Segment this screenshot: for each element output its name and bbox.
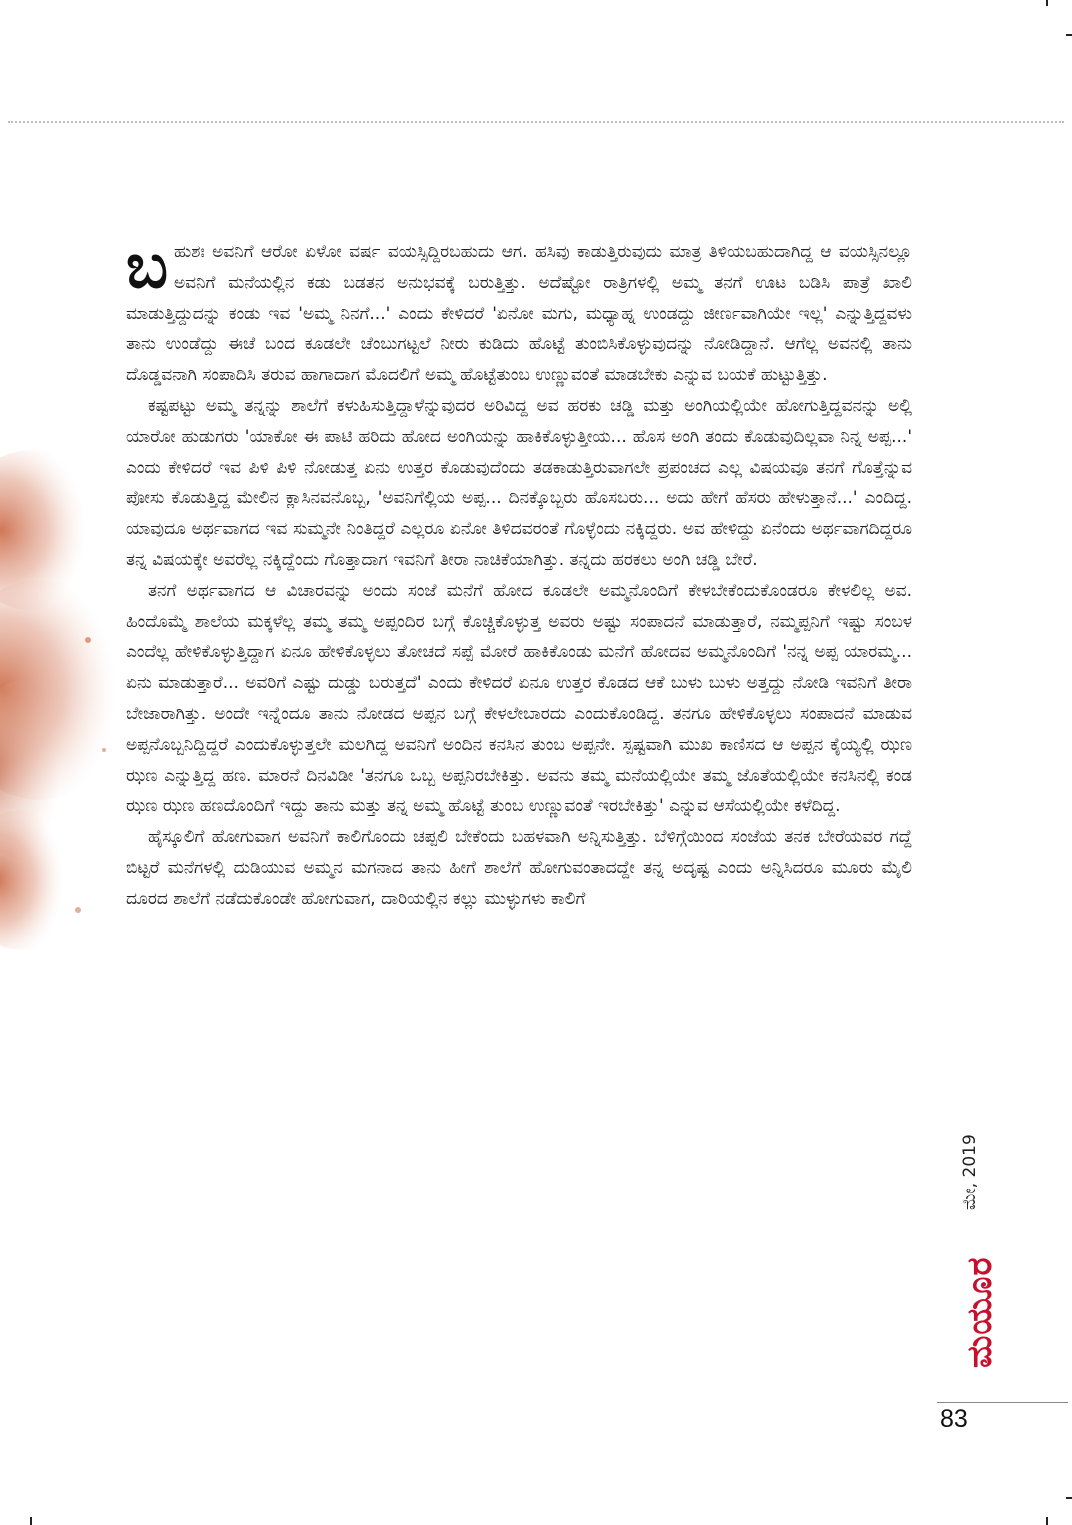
crop-mark-right-lower	[1066, 1497, 1072, 1499]
watercolor-splash	[0, 440, 140, 960]
drop-cap: ಬ	[126, 229, 168, 302]
paragraph-text: ಹುಶಃ ಅವನಿಗೆ ಆರೋ ಏಳೋ ವರ್ಷ ವಯಸ್ಸಿದ್ದಿರಬಹುದು ಆಗ. ಹಸಿವು ಕಾಡುತ್ತಿರುವುದು ಮಾತ್ರ ತಿಳಿಯಬಹುದಾಗಿದ್ದ ಆ ವಯಸ್ಸಿನಲ್ಲೂ ಅವನಿಗೆ ಮನೆಯಲ್ಲಿನ ಕಡು ಬಡತನ ಅನುಭವಕ್ಕೆ ಬರುತ್ತಿತ್ತು. ಅದೆಷ್ಟೋ ರಾತ್ರಿಗಳಲ್ಲಿ ಅಮ್ಮ ತನಗೆ ಊಟ ಬಡಿಸಿ ಪಾತ್ರೆ ಖಾಲಿ ಮಾಡುತ್ತಿದ್ದುದನ್ನು ಕಂಡು ಇವ 'ಅಮ್ಮ ನಿನಗೆ...' ಎಂದು ಕೇಳಿದರೆ 'ಏನೋ ಮಗು, ಮಧ್ಯಾಹ್ನ ಉಂಡದ್ದು ಜೀರ್ಣವಾಗಿಯೇ ಇಲ್ಲ' ಎನ್ನುತ್ತಿದ್ದವಳು ತಾನು ಉಂಡೆದ್ದು ಈಚೆ ಬಂದ ಕೂಡಲೇ ಚೆಂಬುಗಟ್ಟಲೆ ನೀರು ಕುಡಿದು ಹೊಟ್ಟೆ ತುಂಬಿಸಿಕೊಳ್ಳುವುದನ್ನು ನೋಡಿದ್ದಾನೆ. ಆಗೆಲ್ಲ ಅವನಲ್ಲಿ ತಾನು ದೊಡ್ಡವನಾಗಿ ಸಂಪಾದಿಸಿ ತರುವ ಹಾಗಾದಾಗ ಮೊದಲಿಗೆ ಅಮ್ಮ ಹೊಟ್ಟೆತುಂಬ ಉಣ್ಣುವಂತೆ ಮಾಡಬೇಕು ಎನ್ನುವ ಬಯಕೆ ಹುಟ್ಟುತ್ತಿತ್ತು.	[126, 242, 912, 386]
article-paragraph	[126, 229, 912, 391]
article-paragraph: ಹೈಸ್ಕೂಲಿಗೆ ಹೋಗುವಾಗ ಅವನಿಗೆ ಕಾಲಿಗೊಂದು ಚಪ್ಪಲಿ ಬೇಕೆಂದು ಬಹಳವಾಗಿ ಅನ್ನಿಸುತ್ತಿತ್ತು. ಬೆಳಿಗ್ಗೆಯಿಂದ ಸಂಜೆಯ ತನಕ ಬೇರೆಯವರ ಗದ್ದೆ ಬಿಟ್ಟರೆ ಮನೆಗಳಲ್ಲಿ ದುಡಿಯುವ ಅಮ್ಮನ ಮಗನಾದ ತಾನು ಹೀಗೆ ಶಾಲೆಗೆ ಹೋಗುವಂತಾದದ್ದೇ ತನ್ನ ಅದೃಷ್ಟ ಎಂದು ಅನ್ನಿಸಿದರೂ ಮೂರು ಮೈಲಿ ದೂರದ ಶಾಲೆಗೆ ನಡೆದುಕೊಂಡೇ ಹೋಗುವಾಗ, ದಾರಿಯಲ್ಲಿನ ಕಲ್ಲು ಮುಳ್ಳುಗಳು ಕಾಲಿಗೆ	[126, 827, 912, 909]
magazine-logo: ಮಯೂರ	[960, 1256, 1000, 1368]
crop-mark-right-upper	[1066, 34, 1072, 36]
article-paragraph: ತನಗೆ ಅರ್ಥವಾಗದ ಆ ವಿಚಾರವನ್ನು ಅಂದು ಸಂಜೆ ಮನೆಗೆ ಹೋದ ಕೂಡಲೇ ಅಮ್ಮನೊಂದಿಗೆ ಕೇಳಬೇಕೆಂದುಕೊಂಡರೂ ಕೇಳಲಿಲ್ಲ ಅವ. ಹಿಂದೊಮ್ಮೆ ಶಾಲೆಯ ಮಕ್ಕಳೆಲ್ಲ ತಮ್ಮ ತಮ್ಮ ಅಪ್ಪಂದಿರ ಬಗ್ಗೆ ಕೊಚ್ಚಿಕೊಳ್ಳುತ್ತ ಅವರು ಅಷ್ಟು ಸಂಪಾದನೆ ಮಾಡುತ್ತಾರೆ, ನಮ್ಮಪ್ಪನಿಗೆ ಇಷ್ಟು ಸಂಬಳ ಎಂದೆಲ್ಲ ಹೇಳಿಕೊಳ್ಳುತ್ತಿದ್ದಾಗ ಏನೂ ಹೇಳಿಕೊಳ್ಳಲು ತೋಚದೆ ಸಪ್ಪೆ ಮೋರೆ ಹಾಕಿಕೊಂಡು ಮನೆಗೆ ಹೋದವ ಅಮ್ಮನೊಂದಿಗೆ 'ನನ್ನ ಅಪ್ಪ ಯಾರಮ್ಮ... ಏನು ಮಾಡುತ್ತಾರೆ... ಅವರಿಗೆ ಎಷ್ಟು ದುಡ್ಡು ಬರುತ್ತದೆ' ಎಂದು ಕೇಳಿದರೆ ಏನೂ ಉತ್ತರ ಕೊಡದ ಆಕೆ ಬುಳು ಬುಳು ಅತ್ತದ್ದು ನೋಡಿ ಇವನಿಗೆ ತೀರಾ ಬೇಜಾರಾಗಿತ್ತು. ಅಂದೇ ಇನ್ನೆಂದೂ ತಾನು ನೋಡದ ಅಪ್ಪನ ಬಗ್ಗೆ ಕೇಳಲೇಬಾರದು ಎಂದುಕೊಂಡಿದ್ದ. ತನಗೂ ಹೇಳಿಕೊಳ್ಳಲು ಸಂಪಾದನೆ ಮಾಡುವ ಅಪ್ಪನೊಬ್ಬನಿದ್ದಿದ್ದರೆ ಎಂದುಕೊಳ್ಳುತ್ತಲೇ ಮಲಗಿದ್ದ ಅವನಿಗೆ ಅಂದಿನ ಕನಸಿನ ತುಂಬ ಅಪ್ಪನೇ. ಸ್ಪಷ್ಟವಾಗಿ ಮುಖ ಕಾಣಿಸದ ಆ ಅಪ್ಪನ ಕೈಯ್ಯಲ್ಲಿ ಝಣ ಝಣ ಎನ್ನುತ್ತಿದ್ದ ಹಣ. ಮಾರನೆ ದಿನವಿಡೀ 'ತನಗೂ ಒಬ್ಬ ಅಪ್ಪನಿರಬೇಕಿತ್ತು. ಅವನು ತಮ್ಮ ಮನೆಯಲ್ಲಿಯೇ ತಮ್ಮ ಜೊತೆಯಲ್ಲಿಯೇ ಕನಸಿನಲ್ಲಿ ಕಂಡ ಝಣ ಝಣ ಹಣದೊಂದಿಗೆ ಇದ್ದು ತಾನು ಮತ್ತು ತನ್ನ ಅಮ್ಮ ಹೊಟ್ಟೆ ತುಂಬ ಉಣ್ಣುವಂತೆ ಇರಬೇಕಿತ್ತು' ಎನ್ನುವ ಆಸೆಯಲ್ಲಿಯೇ ಕಳೆದಿದ್ದ.	[126, 580, 912, 817]
crop-mark-bottom-right	[1046, 1517, 1048, 1525]
article-paragraph: ಕಷ್ಟಪಟ್ಟು ಅಮ್ಮ ತನ್ನನ್ನು ಶಾಲೆಗೆ ಕಳುಹಿಸುತ್ತಿದ್ದಾಳೆನ್ನುವುದರ ಅರಿವಿದ್ದ ಅವ ಹರಕು ಚಡ್ಡಿ ಮತ್ತು ಅಂಗಿಯಲ್ಲಿಯೇ ಹೋಗುತ್ತಿದ್ದವನನ್ನು ಅಲ್ಲಿ ಯಾರೋ ಹುಡುಗರು 'ಯಾಕೋ ಈ ಪಾಟಿ ಹರಿದು ಹೋದ ಅಂಗಿಯನ್ನು ಹಾಕಿಕೊಳ್ಳುತ್ತೀಯ... ಹೊಸ ಅಂಗಿ ತಂದು ಕೊಡುವುದಿಲ್ಲವಾ ನಿನ್ನ ಅಪ್ಪ...' ಎಂದು ಕೇಳಿದರೆ ಇವ ಪಿಳಿ ಪಿಳಿ ನೋಡುತ್ತ ಏನು ಉತ್ತರ ಕೊಡುವುದೆಂದು ತಡಕಾಡುತ್ತಿರುವಾಗಲೇ ಪ್ರಪಂಚದ ಎಲ್ಲ ವಿಷಯವೂ ತನಗೆ ಗೊತ್ತೆನ್ನುವ ಪೋಸು ಕೊಡುತ್ತಿದ್ದ ಮೇಲಿನ ಕ್ಲಾಸಿನವನೊಬ್ಬ, 'ಅವನಿಗೆಲ್ಲಿಯ ಅಪ್ಪ... ದಿನಕ್ಕೊಬ್ಬರು ಹೊಸಬರು... ಅದು ಹೇಗೆ ಹೆಸರು ಹೇಳುತ್ತಾನೆ...' ಎಂದಿದ್ದ. ಯಾವುದೂ ಅರ್ಥವಾಗದ ಇವ ಸುಮ್ಮನೇ ನಿಂತಿದ್ದರೆ ಎಲ್ಲರೂ ಏನೋ ತಿಳಿದವರಂತೆ ಗೊಳ್ಳೆಂದು ನಕ್ಕಿದ್ದರು. ಅವ ಹೇಳಿದ್ದು ಏನೆಂದು ಅರ್ಥವಾಗದಿದ್ದರೂ ತನ್ನ ವಿಷಯಕ್ಕೇ ಅವರೆಲ್ಲ ನಕ್ಕಿದ್ದೆಂದು ಗೊತ್ತಾದಾಗ ಇವನಿಗೆ ತೀರಾ ನಾಚಿಕೆಯಾಗಿತ್ತು. ತನ್ನದು ಹರಕಲು ಅಂಗಿ ಚಡ್ಡಿ ಬೇರೆ.	[126, 395, 912, 570]
header-dotted-rule	[8, 121, 1064, 123]
page-number-rule	[937, 1402, 1068, 1403]
crop-mark-bottom-left	[30, 1517, 32, 1525]
issue-date: ಮೇ, 2019	[960, 1134, 980, 1210]
page-number: 83	[940, 1405, 968, 1433]
crop-mark-top-right	[1046, 0, 1048, 6]
article-body	[126, 229, 912, 915]
